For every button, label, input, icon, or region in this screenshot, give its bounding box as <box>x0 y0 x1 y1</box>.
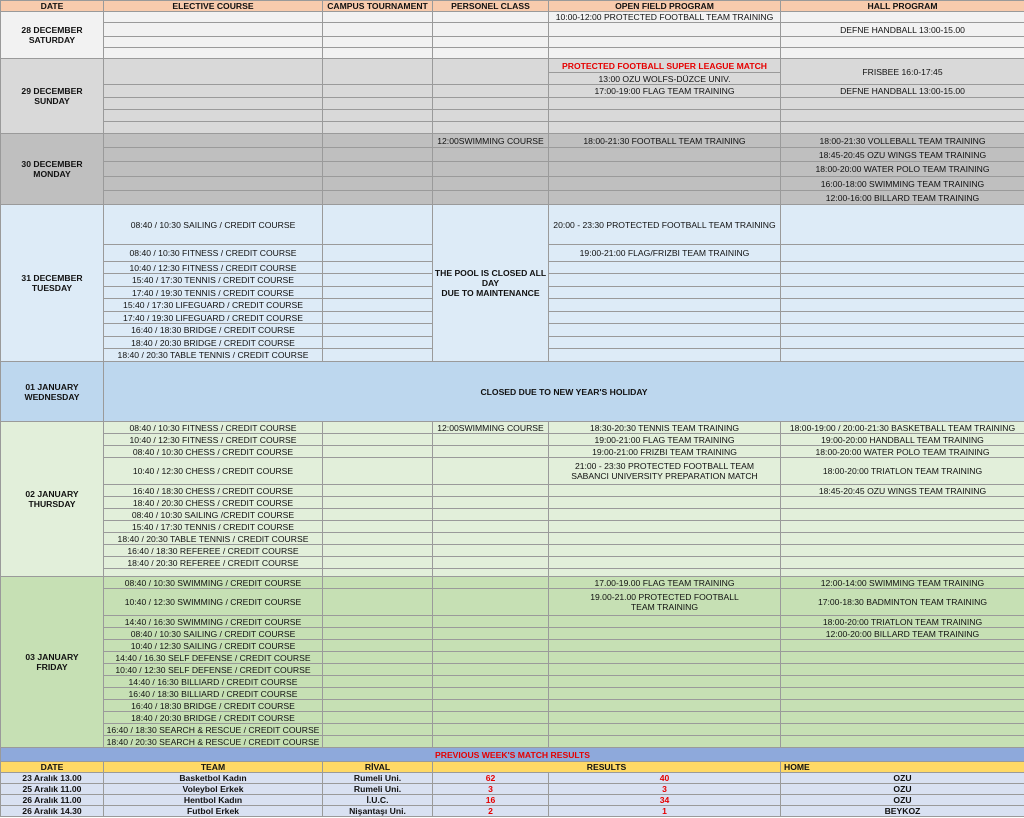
hall-entry: DEFNE HANDBALL 13:00-15.00 <box>781 85 1024 98</box>
open-field-entry: 18:00-21:30 FOOTBALL TEAM TRAINING <box>549 134 781 148</box>
result-score-a: 16 <box>433 795 549 806</box>
elective-entry: 10:40 / 12:30 CHESS / CREDIT COURSE <box>104 458 323 485</box>
hall-entry: 18:00-21:30 VOLLEBALL TEAM TRAINING <box>781 134 1024 148</box>
elective-entry: 10:40 / 12:30 SELF DEFENSE / CREDIT COURSE <box>104 664 323 676</box>
elective-entry: 10:40 / 12:30 FITNESS / CREDIT COURSE <box>104 434 323 446</box>
elective-entry: 08:40 / 10:30 FITNESS / CREDIT COURSE <box>104 245 323 262</box>
result-team: Voleybol Erkek <box>104 784 323 795</box>
date-cell <box>1 362 104 422</box>
elective-entry: 18:40 / 20:30 BRIDGE / CREDIT COURSE <box>104 337 323 349</box>
day-row <box>1 362 1024 422</box>
hall-entry: 19:00-20:00 HANDBALL TEAM TRAINING <box>781 434 1024 446</box>
elective-entry: 08:40 / 10:30 SAILING / CREDIT COURSE <box>104 205 323 245</box>
results-header-team: TEAM <box>104 762 323 773</box>
elective-entry: 10:40 / 12:30 SAILING / CREDIT COURSE <box>104 640 323 652</box>
open-field-entry: 13:00 OZU WOLFS-DÜZCE UNIV. <box>549 73 781 85</box>
result-team: Hentbol Kadın <box>104 795 323 806</box>
elective-entry: 15:40 / 17:30 TENNIS / CREDIT COURSE <box>104 274 323 287</box>
day-row <box>1 205 1024 245</box>
elective-entry: 18:40 / 20:30 CHESS / CREDIT COURSE <box>104 497 323 509</box>
result-date: 26 Aralık 14.30 <box>1 806 104 817</box>
result-score-b: 1 <box>549 806 781 817</box>
hall-entry: 18:00-20:00 WATER POLO TEAM TRAINING <box>781 162 1024 177</box>
date-cell <box>1 12 104 59</box>
elective-entry: 16:40 / 18:30 BILLIARD / CREDIT COURSE <box>104 688 323 700</box>
result-date: 25 Aralık 11.00 <box>1 784 104 795</box>
elective-entry: 08:40 / 10:30 FITNESS / CREDIT COURSE <box>104 422 323 434</box>
header-campus-tournament: CAMPUS TOURNAMENT <box>323 1 433 12</box>
open-field-entry: 10:00-12:00 PROTECTED FOOTBALL TEAM TRAINING <box>549 12 781 23</box>
date-weekday: TUESDAY <box>31 283 73 293</box>
elective-entry: 08:40 / 10:30 CHESS / CREDIT COURSE <box>104 446 323 458</box>
day-row <box>1 577 1024 589</box>
date-day: 31 DECEMBER <box>21 273 83 283</box>
result-score-a: 3 <box>433 784 549 795</box>
open-field-entry <box>549 589 781 616</box>
day-row <box>1 134 1024 148</box>
elective-entry: 08:40 / 10:30 SAILING / CREDIT COURSE <box>104 628 323 640</box>
date-cell <box>1 59 104 134</box>
result-row <box>1 806 1024 817</box>
header-open-field-program: OPEN FIELD PROGRAM <box>549 1 781 12</box>
open-field-entry: 19:00-21:00 FLAG/FRIZBI TEAM TRAINING <box>549 245 781 262</box>
results-header-date: DATE <box>1 762 104 773</box>
open-field-entry: 17:00-19:00 FLAG TEAM TRAINING <box>549 85 781 98</box>
results-header-rival: RİVAL <box>323 762 433 773</box>
result-row <box>1 773 1024 784</box>
result-team: Futbol Erkek <box>104 806 323 817</box>
date-cell <box>1 134 104 205</box>
elective-entry: 16:40 / 18:30 BRIDGE / CREDIT COURSE <box>104 324 323 337</box>
personel-entry: 12:00SWIMMING COURSE <box>433 134 549 148</box>
open-field-entry: 19:00-21:00 FLAG TEAM TRAINING <box>549 434 781 446</box>
elective-entry: 18:40 / 20:30 TABLE TENNIS / CREDIT COURSE <box>104 533 323 545</box>
open-field-match-title: PROTECTED FOOTBALL SUPER LEAGUE MATCH <box>549 59 781 73</box>
date-day: 03 JANUARY <box>25 652 79 662</box>
date-day: 28 DECEMBER <box>21 25 83 35</box>
personel-entry: 12:00SWIMMING COURSE <box>433 422 549 434</box>
date-weekday: MONDAY <box>33 169 71 179</box>
elective-entry: 10:40 / 12:30 SWIMMING / CREDIT COURSE <box>104 589 323 616</box>
result-row <box>1 784 1024 795</box>
date-day: 01 JANUARY <box>25 381 79 392</box>
date-day: 30 DECEMBER <box>21 159 83 169</box>
elective-entry: 16:40 / 18:30 REFEREE / CREDIT COURSE <box>104 545 323 557</box>
date-weekday: WEDNESDAY <box>24 391 80 402</box>
pool-closed-notice <box>433 205 549 362</box>
day-row <box>1 12 1024 23</box>
header-personel-class: PERSONEL CLASS <box>433 1 549 12</box>
date-day: 02 JANUARY <box>25 489 79 499</box>
elective-entry: 15:40 / 17:30 LIFEGUARD / CREDIT COURSE <box>104 299 323 312</box>
elective-entry: 18:40 / 20:30 BRIDGE / CREDIT COURSE <box>104 712 323 724</box>
date-day: 29 DECEMBER <box>21 86 83 96</box>
result-home: OZU <box>781 795 1024 806</box>
date-weekday: SATURDAY <box>28 35 76 45</box>
result-rival: Nişantaşı Uni. <box>323 806 433 817</box>
result-score-a: 62 <box>433 773 549 784</box>
result-score-b: 40 <box>549 773 781 784</box>
elective-entry: 16:40 / 18:30 SEARCH & RESCUE / CREDIT COURSE <box>104 724 323 736</box>
holiday-notice: CLOSED DUE TO NEW YEAR'S HOLIDAY <box>104 362 1024 422</box>
result-team: Basketbol Kadın <box>104 773 323 784</box>
open-field-match-entry <box>549 458 781 485</box>
elective-entry: 14:40 / 16:30 BILLIARD / CREDIT COURSE <box>104 676 323 688</box>
header-row <box>1 1 1024 12</box>
open-field-entry: 18:30-20:30 TENNIS TEAM TRAINING <box>549 422 781 434</box>
result-date: 26 Aralık 11.00 <box>1 795 104 806</box>
pool-notice-line: DAY <box>481 278 500 288</box>
open-field-entry: 19:00-21:00 FRIZBI TEAM TRAINING <box>549 446 781 458</box>
hall-entry: 12:00-16:00 BILLARD TEAM TRAINING <box>781 191 1024 205</box>
date-cell <box>1 205 104 362</box>
pool-notice-line: THE POOL IS CLOSED ALL <box>434 268 547 278</box>
elective-entry: 14:40 / 16:30 SWIMMING / CREDIT COURSE <box>104 616 323 628</box>
result-row <box>1 795 1024 806</box>
result-rival: Rumeli Uni. <box>323 784 433 795</box>
day-row <box>1 422 1024 434</box>
elective-entry: 17:40 / 19:30 LIFEGUARD / CREDIT COURSE <box>104 312 323 324</box>
date-cell <box>1 422 104 577</box>
day-row <box>1 59 1024 73</box>
results-title-row <box>1 748 1024 762</box>
hall-entry: 18:00-20:00 WATER POLO TEAM TRAINING <box>781 446 1024 458</box>
results-header-home: HOME <box>781 762 1024 773</box>
elective-entry: 08:40 / 10:30 SWIMMING / CREDIT COURSE <box>104 577 323 589</box>
open-field-line: TEAM TRAINING <box>630 602 699 612</box>
result-rival: Rumeli Uni. <box>323 773 433 784</box>
elective-entry: 15:40 / 17:30 TENNIS / CREDIT COURSE <box>104 521 323 533</box>
header-date: DATE <box>1 1 104 12</box>
date-weekday: FRIDAY <box>36 662 68 672</box>
hall-entry: 17:00-18:30 BADMINTON TEAM TRAINING <box>781 589 1024 616</box>
hall-entry: 18:00-19:00 / 20:00-21:30 BASKETBALL TEAM TRAINING <box>781 422 1024 434</box>
hall-entry: 18:00-20:00 TRIATLON TEAM TRAINING <box>781 616 1024 628</box>
elective-entry: 14:40 / 16.30 SELF DEFENSE / CREDIT COURSE <box>104 652 323 664</box>
result-home: BEYKOZ <box>781 806 1024 817</box>
date-weekday: SUNDAY <box>34 96 70 106</box>
hall-entry: 18:45-20:45 OZU WINGS TEAM TRAINING <box>781 485 1024 497</box>
results-header-row <box>1 762 1024 773</box>
result-score-a: 2 <box>433 806 549 817</box>
pool-notice-line: DUE TO MAINTENANCE <box>441 288 540 298</box>
result-score-b: 3 <box>549 784 781 795</box>
result-home: OZU <box>781 784 1024 795</box>
hall-entry: 16:00-18:00 SWIMMING TEAM TRAINING <box>781 177 1024 191</box>
header-elective-course: ELECTIVE COURSE <box>104 1 323 12</box>
elective-entry: 18:40 / 20:30 REFEREE / CREDIT COURSE <box>104 557 323 569</box>
hall-entry: DEFNE HANDBALL 13:00-15.00 <box>781 23 1024 37</box>
elective-entry: 16:40 / 18:30 CHESS / CREDIT COURSE <box>104 485 323 497</box>
open-field-entry: 20:00 - 23:30 PROTECTED FOOTBALL TEAM TRAINING <box>549 205 781 245</box>
open-field-match-line: 21:00 - 23:30 PROTECTED FOOTBALL TEAM <box>574 461 755 471</box>
hall-entry: 18:00-20:00 TRIATLON TEAM TRAINING <box>781 458 1024 485</box>
hall-entry: 12:00-14:00 SWIMMING TEAM TRAINING <box>781 577 1024 589</box>
results-header-results: RESULTS <box>433 762 781 773</box>
elective-entry: 17:40 / 19:30 TENNIS / CREDIT COURSE <box>104 287 323 299</box>
hall-entry: FRISBEE 16:0-17:45 <box>781 59 1024 85</box>
elective-entry: 10:40 / 12:30 FITNESS / CREDIT COURSE <box>104 262 323 274</box>
elective-entry: 18:40 / 20:30 TABLE TENNIS / CREDIT COURSE <box>104 349 323 362</box>
elective-entry: 16:40 / 18:30 BRIDGE / CREDIT COURSE <box>104 700 323 712</box>
open-field-entry: 17.00-19.00 FLAG TEAM TRAINING <box>549 577 781 589</box>
date-weekday: THURSDAY <box>28 499 76 509</box>
result-score-b: 34 <box>549 795 781 806</box>
elective-entry: 18:40 / 20:30 SEARCH & RESCUE / CREDIT COURSE <box>104 736 323 748</box>
date-cell <box>1 577 104 748</box>
result-date: 23 Aralık 13.00 <box>1 773 104 784</box>
hall-entry: 18:45-20:45 OZU WINGS TEAM TRAINING <box>781 148 1024 162</box>
open-field-line: 19.00-21.00 PROTECTED FOOTBALL <box>590 592 739 602</box>
result-rival: İ.U.C. <box>323 795 433 806</box>
result-home: OZU <box>781 773 1024 784</box>
open-field-match-line: SABANCI UNIVERSITY PREPARATION MATCH <box>571 471 758 481</box>
header-hall-program: HALL PROGRAM <box>781 1 1024 12</box>
results-title: PREVIOUS WEEK'S MATCH RESULTS <box>1 748 1024 762</box>
hall-entry: 12:00-20:00 BILLARD TEAM TRAINING <box>781 628 1024 640</box>
elective-entry: 08:40 / 10:30 SAILING /CREDIT COURSE <box>104 509 323 521</box>
